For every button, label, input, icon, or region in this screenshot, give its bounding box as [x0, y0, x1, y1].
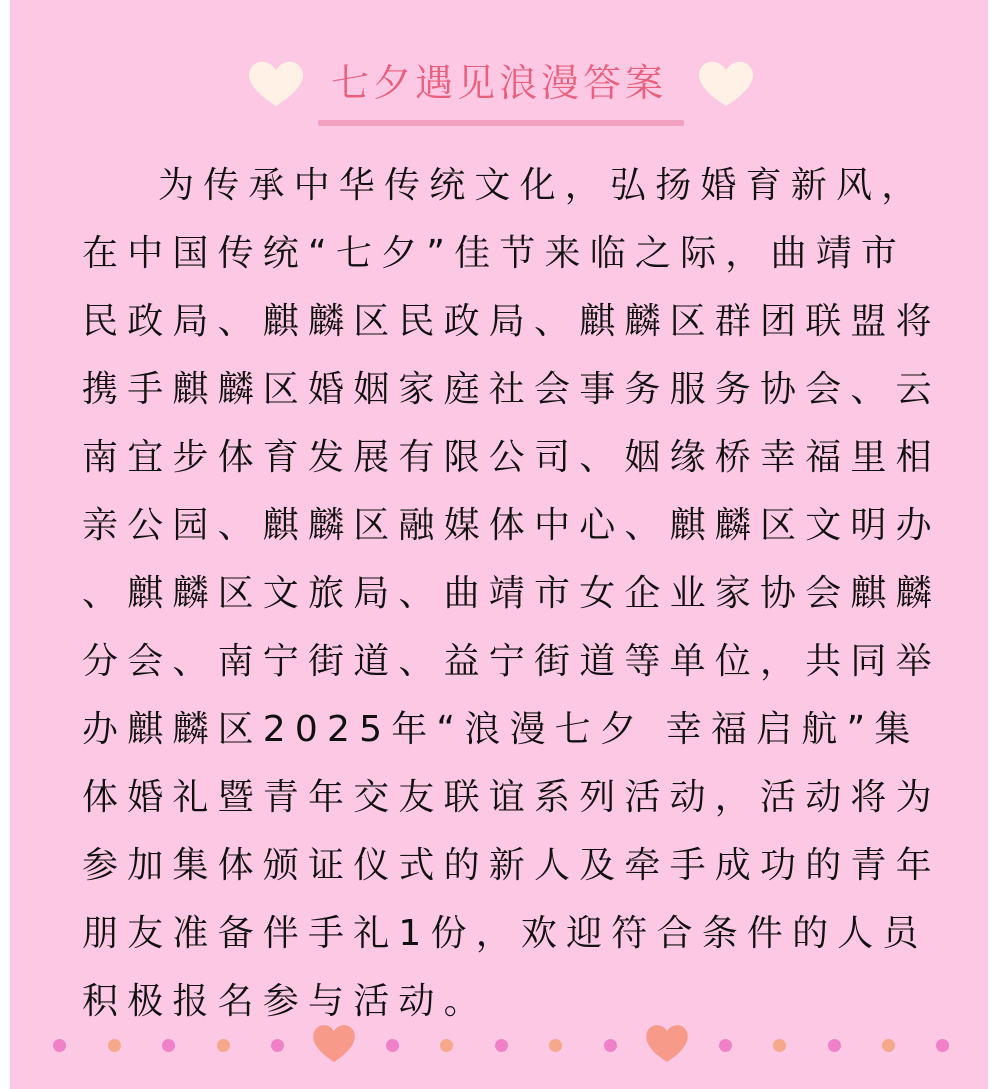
- dot-decoration: [549, 1039, 562, 1052]
- decorative-divider: [0, 1020, 998, 1070]
- body-line: 参加集体颁证仪式的新人及牵手成功的青年: [82, 845, 941, 886]
- title-underline: [318, 120, 684, 126]
- dot-decoration: [773, 1039, 786, 1052]
- dot-decoration: [162, 1039, 175, 1052]
- body-line: 体婚礼暨青年交友联谊系列活动，活动将为: [82, 777, 941, 818]
- dot-decoration: [53, 1039, 66, 1052]
- body-line: 分会、南宁街道、益宁街道等单位，共同举: [82, 641, 941, 682]
- dot-decoration: [828, 1039, 841, 1052]
- body-line: 、麒麟区文旅局、曲靖市女企业家协会麒麟: [82, 573, 941, 614]
- body-line: 南宜步体育发展有限公司、姻缘桥幸福里相: [82, 437, 941, 478]
- dot-decoration: [882, 1039, 895, 1052]
- body-line: 积极报名参与活动。: [82, 981, 489, 1022]
- body-line: 办麒麟区2025年“浪漫七夕 幸福启航”集: [82, 709, 920, 750]
- body-line: 亲公园、麒麟区融媒体中心、麒麟区文明办: [82, 505, 941, 546]
- page-title: 七夕遇见浪漫答案: [330, 61, 667, 105]
- dot-decoration: [440, 1039, 453, 1052]
- body-line: 在中国传统“七夕”佳节来临之际，曲靖市: [82, 233, 907, 274]
- heart-icon: [644, 1022, 690, 1064]
- dot-decoration: [936, 1039, 949, 1052]
- heart-icon: [311, 1022, 357, 1064]
- dot-decoration: [217, 1039, 230, 1052]
- dot-decoration: [271, 1039, 284, 1052]
- dot-decoration: [386, 1039, 399, 1052]
- dot-decoration: [719, 1039, 732, 1052]
- body-line: 为传承中华传统文化，弘扬婚育新风，: [158, 165, 927, 206]
- title-area: [0, 0, 998, 140]
- heart-icon: [696, 58, 756, 108]
- dot-decoration: [604, 1039, 617, 1052]
- body-line: 朋友准备伴手礼1份，欢迎符合条件的人员: [82, 913, 928, 954]
- dot-decoration: [495, 1039, 508, 1052]
- body-line: 携手麒麟区婚姻家庭社会事务服务协会、云: [82, 369, 941, 410]
- body-line: 民政局、麒麟区民政局、麒麟区群团联盟将: [82, 301, 941, 342]
- article-body: [82, 152, 942, 1036]
- dot-decoration: [108, 1039, 121, 1052]
